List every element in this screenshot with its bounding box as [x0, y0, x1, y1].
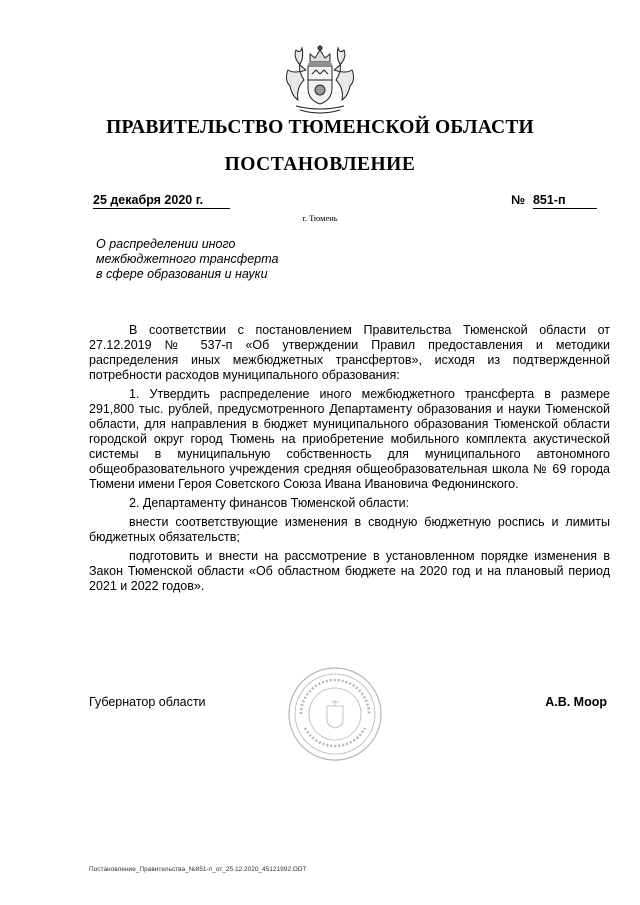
body-paragraph: В соответствии с постановлением Правительства Тюменской области от 27.12.2019 № 537-п «Об утверждении Правил предоставления и методики распределения иных межбюджетных трансфертов», исходя из подтвержденной потребности расходов муниципального образования: — [89, 323, 610, 382]
body-paragraph: 1. Утвердить распределение иного межбюджетного трансферта в размере 291,800 тыс. рублей, предусмотренного Департаменту образования и науки Тюменской области, для направления в бюджет муниципального образования Тюменской области городской округ город Тюмень на приобретение мобильного комплекта акустической системы в муниципальную собственность для муниципального автономного общеобразовательного учреждения средняя общеобразовательная школа № 69 города Тюмени имени Героя Советского Союза Ивана Ивановича Федюнинского. — [89, 387, 610, 491]
document-type: ПОСТАНОВЛЕНИЕ — [224, 154, 416, 175]
footer-filename: Постановление_Правительства_№851-п_от_25.12.2020_45121992.ODT — [89, 866, 307, 873]
coat-of-arms-icon — [270, 40, 370, 118]
subject-line: межбюджетного трансферта — [96, 252, 279, 266]
document-date: 25 декабря 2020 г. — [93, 193, 230, 209]
organization-title: ПРАВИТЕЛЬСТВО ТЮМЕНСКОЙ ОБЛАСТИ — [106, 117, 534, 138]
document-number-block — [511, 193, 603, 209]
body-paragraph: внести соответствующие изменения в сводную бюджетную роспись и лимиты бюджетных обязательств; — [89, 515, 610, 544]
document-subject — [96, 237, 336, 282]
subject-line: в сфере образования и науки — [96, 267, 268, 281]
document-number: 851-п — [533, 193, 597, 209]
subject-line: О распределении иного — [96, 237, 236, 251]
body-paragraph: 2. Департаменту финансов Тюменской области: — [129, 496, 410, 510]
official-seal-icon — [287, 666, 383, 762]
number-sign: № — [511, 193, 525, 207]
signatory-position: Губернатор области — [89, 695, 206, 709]
city: г. Тюмень — [302, 213, 338, 223]
body-paragraph: подготовить и внести на рассмотрение в установленном порядке изменения в Закон Тюменской области «Об областном бюджете на 2020 год и на плановый период 2021 и 2022 годов». — [89, 549, 610, 593]
document-body — [89, 323, 610, 598]
signatory-name: А.В. Моор — [545, 695, 607, 709]
